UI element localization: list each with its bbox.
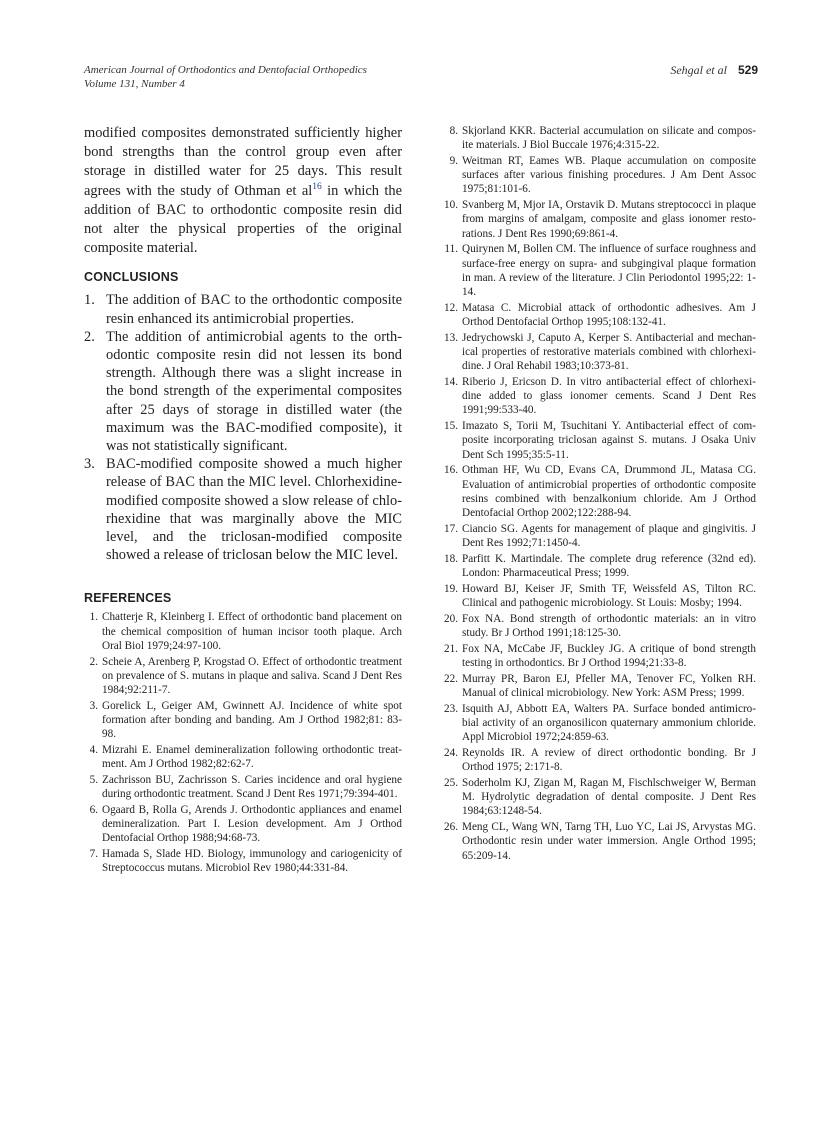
reference-text: Ogaard B, Rolla G, Arends J. Orthodontic appliances and enamel demineralization. Part I. Lesion development. Am J Orthod Dentofacial Orthop 1988;94:68-73. <box>102 804 402 845</box>
left-column <box>84 124 402 877</box>
intro-paragraph <box>84 124 402 258</box>
reference-text: Soderholm KJ, Zigan M, Ragan M, Fischlschweiger W, Berman M. Hydrolytic degradation of dental composite. J Dent Res 1984;63:1248-54. <box>462 777 756 818</box>
reference-number: 6. <box>89 804 98 817</box>
reference-item <box>440 702 756 745</box>
conclusion-item <box>84 328 402 455</box>
reference-item <box>440 612 756 640</box>
reference-text: Hamada S, Slade HD. Biology, immunology and cariogenicity of Streptococcus mutans. Microbiol Rev 1980;44:331-84. <box>102 848 402 875</box>
reference-text: Howard BJ, Keiser JF, Smith TF, Weissfeld AS, Tilton RC. Clinical and pathogenic microbiology. St Louis: Mosby; 1994. <box>462 582 756 610</box>
paragraph-text: modified composites demonstrated sufficiently higher bond strengths than the control group even after storage in distilled water for 25 days. This result agrees with the study of Othman et al <box>84 125 402 199</box>
reference-text: Ciancio SG. Agents for management of plaque and gingivitis. J Dent Res 1992;71:1450-4. <box>462 522 756 550</box>
references-heading: REFERENCES <box>84 591 172 606</box>
reference-text: Matasa C. Microbial attack of orthodontic adhesives. Am J Orthod Dentofacial Orthop 1995;108:132-41. <box>462 301 756 329</box>
conclusions-list <box>84 291 402 564</box>
conclusion-item <box>84 455 402 564</box>
reference-text: Isquith AJ, Abbott EA, Walters PA. Surface bonded antimicro-bial activity of an organosilicon quaternary ammonium chloride. Appl Microbiol 1972;24:859-63. <box>462 702 756 744</box>
reference-number: 12. <box>444 301 458 314</box>
citation-link-16[interactable]: 16 <box>312 181 322 192</box>
reference-number: 7. <box>89 848 98 861</box>
reference-number: 8. <box>449 125 458 137</box>
reference-text: Othman HF, Wu CD, Evans CA, Drummond JL, Matasa CG. Evaluation of antimicrobial properties of orthodontic composite resins combined with benzalkonium chloride. Am J Orthod Dentofacial Orthop 2002;122:288-94. <box>462 464 756 520</box>
reference-text: Fox NA. Bond strength of orthodontic materials: an in vitro study. Br J Orthod 1991;18:125-30. <box>462 612 756 640</box>
reference-item <box>440 198 756 241</box>
reference-text: Gorelick L, Geiger AM, Gwinnett AJ. Incidence of white spot formation after bonding and banding. Am J Orthod 1982;81: 83-98. <box>102 699 402 741</box>
reference-item <box>440 375 756 418</box>
journal-volume: Volume 131, Number 4 <box>84 78 185 90</box>
reference-number: 15. <box>444 420 458 433</box>
paragraph-text-continued: in which the addition of BAC to orthodontic composite resin did not alter the physical properties of the original composite material. <box>84 182 402 257</box>
item-number: 2. <box>84 328 95 345</box>
item-text: The addition of antimicrobial agents to the orth-odontic composite resin did not lessen its bond strength. Although there was a slight increase in the bond strength of the experimental composites after 25 days of storage in distilled water (the maximum was the BAC-modified composite), it was not statistically significant. <box>106 328 402 455</box>
references-list-right <box>440 124 756 863</box>
reference-item <box>440 301 756 329</box>
reference-number: 17. <box>444 522 458 535</box>
reference-text: Zachrisson BU, Zachrisson S. Caries incidence and oral hygiene during orthodontic treatment. Scand J Dent Res 1971;79:394-401. <box>102 774 402 801</box>
reference-item <box>440 124 756 152</box>
reference-item <box>440 642 756 670</box>
item-number: 1. <box>84 292 95 309</box>
reference-text: Chatterje R, Kleinberg I. Effect of orthodontic band placement on the chemical composition of human incisor tooth plaque. Arch Oral Biol 1979;24:97-100. <box>102 611 402 652</box>
reference-item <box>440 820 756 863</box>
journal-info <box>84 63 367 91</box>
reference-number: 3. <box>89 699 98 712</box>
right-column <box>440 124 756 864</box>
reference-item <box>84 847 402 875</box>
reference-item <box>84 803 402 846</box>
reference-number: 2. <box>89 655 98 668</box>
reference-text: Scheie A, Arenberg P, Krogstad O. Effect of orthodontic treatment on prevalence of S. mutans in plaque and saliva. Scand J Dent Res 1984;92:211-7. <box>102 655 402 697</box>
header-author-page <box>670 63 758 77</box>
page-number: 529 <box>737 63 758 77</box>
reference-item <box>84 699 402 742</box>
reference-number: 25. <box>444 777 458 790</box>
reference-item <box>440 522 756 550</box>
reference-number: 18. <box>444 552 458 565</box>
reference-number: 11. <box>444 243 458 256</box>
reference-number: 19. <box>444 582 458 595</box>
reference-item <box>84 743 402 771</box>
reference-number: 9. <box>449 155 458 167</box>
reference-text: Quirynen M, Bollen CM. The influence of surface roughness and surface-free energy on supra- and subgingival plaque formation in man. A review of the literature. J Clin Periodontol 1995;22: 1-14. <box>462 243 756 299</box>
conclusion-item <box>84 291 402 327</box>
reference-text: Fox NA, McCabe JF, Buckley JG. A critique of bond strength testing in orthodontics. Br J Orthod 1994;21:33-8. <box>462 642 756 670</box>
reference-item <box>440 776 756 819</box>
reference-text: Riberio J, Ericson D. In vitro antibacterial effect of chlorhexi-dine added to glass ionomer cements. Scand J Dent Res 1991;99:533-40. <box>462 376 756 417</box>
reference-text: Svanberg M, Mjor IA, Orstavik D. Mutans streptococci in plaque from margins of amalgam, composite and glass ionomer resto-rations. J Dent Res 1990;69:861-4. <box>462 199 756 240</box>
reference-item <box>440 552 756 580</box>
reference-text: Imazato S, Torii M, Tsuchitani Y. Antibacterial effect of com-posite incorporating triclosan against S. mutans. J Osaka Univ Dent Sch 1995;35:5-11. <box>462 420 756 461</box>
reference-number: 26. <box>444 821 458 834</box>
reference-number: 24. <box>444 747 458 760</box>
reference-text: Parfitt K. Martindale. The complete drug reference (32nd ed). London: Pharmaceutical Press; 1999. <box>462 552 756 580</box>
journal-title: American Journal of Orthodontics and Dentofacial Orthopedics <box>84 64 367 76</box>
reference-number: 4. <box>89 744 98 757</box>
reference-text: Weitman RT, Eames WB. Plaque accumulation on composite surfaces after various finishing procedures. J Am Dent Assoc 1975;81:101-6. <box>462 155 756 196</box>
reference-number: 23. <box>444 702 458 715</box>
reference-item <box>84 655 402 698</box>
reference-number: 10. <box>444 199 458 212</box>
reference-item <box>440 746 756 774</box>
reference-item <box>440 419 756 462</box>
reference-item <box>440 463 756 520</box>
reference-number: 16. <box>444 464 458 477</box>
reference-item <box>440 331 756 374</box>
item-text: BAC-modified composite showed a much higher release of BAC than the MIC level. Chlorhexidine-modified composite showed a slow release of chlo-rhexidine that was marginally above the MIC level, and the triclosan-modified composite showed a release of triclosan below the MIC level. <box>106 456 402 564</box>
reference-number: 20. <box>444 612 458 625</box>
reference-item <box>84 610 402 653</box>
reference-number: 5. <box>89 774 98 787</box>
reference-text: Skjorland KKR. Bacterial accumulation on silicate and compos-ite materials. J Biol Buccale 1976;4:315-22. <box>462 125 756 152</box>
reference-text: Reynolds IR. A review of direct orthodontic bonding. Br J Orthod 1975; 2:171-8. <box>462 747 756 774</box>
running-author: Sehgal et al <box>670 63 727 77</box>
reference-text: Jedrychowski J, Caputo A, Kerper S. Antibacterial and mechan-ical properties of restorative materials combined with chlorhexi-dine. J Oral Rehabil 1983;10:373-81. <box>462 331 756 373</box>
reference-item <box>440 672 756 700</box>
reference-item <box>440 154 756 197</box>
reference-text: Meng CL, Wang WN, Tarng TH, Luo YC, Lai JS, Arvystas MG. Orthodontic resin under water immersion. Angle Orthod 1995; 65:209-14. <box>462 821 756 862</box>
reference-number: 21. <box>444 642 458 655</box>
reference-item <box>440 582 756 610</box>
reference-item <box>84 773 402 801</box>
reference-item <box>440 242 756 299</box>
reference-number: 1. <box>89 611 98 624</box>
item-text: The addition of BAC to the orthodontic composite resin enhanced its antimicrobial properties. <box>106 292 402 327</box>
reference-number: 14. <box>444 376 458 389</box>
reference-text: Mizrahi E. Enamel demineralization following orthodontic treat-ment. Am J Orthod 1982;82:62-7. <box>102 744 402 771</box>
reference-text: Murray PR, Baron EJ, Pfeller MA, Tenover FC, Yolken RH. Manual of clinical microbiology. New York: ASM Press; 1999. <box>462 672 756 700</box>
conclusions-heading: CONCLUSIONS <box>84 270 179 285</box>
item-number: 3. <box>84 456 95 473</box>
references-list-left <box>84 610 402 875</box>
reference-number: 13. <box>444 331 458 344</box>
reference-number: 22. <box>444 672 458 685</box>
